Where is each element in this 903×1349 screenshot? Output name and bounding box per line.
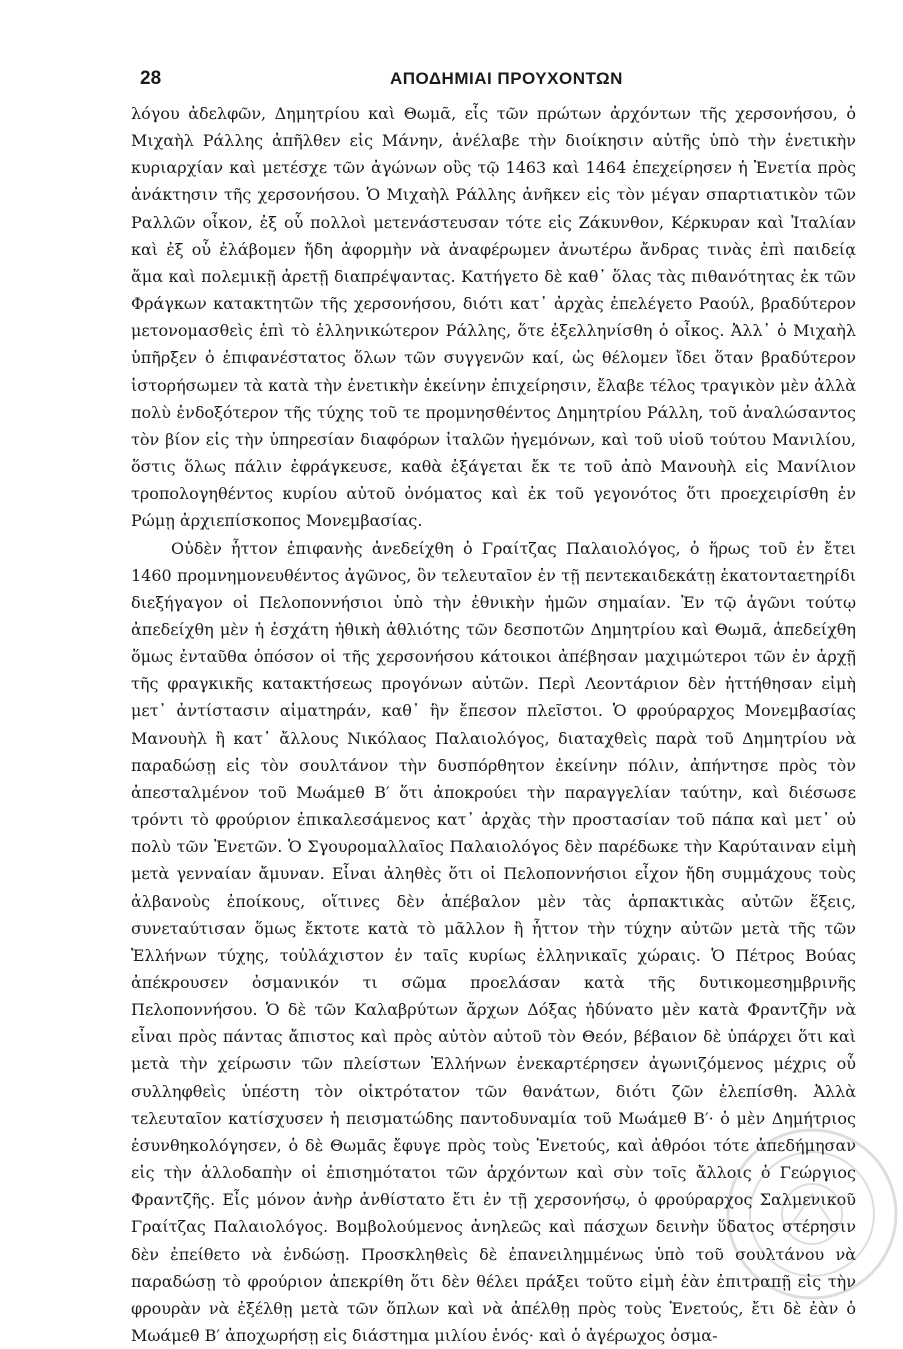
running-title: ΑΠΟΔΗΜΙΑΙ ΠΡΟΥΧΟΝΤΩΝ bbox=[390, 69, 623, 89]
page-header bbox=[140, 64, 845, 94]
page-number: 28 bbox=[140, 68, 161, 90]
paragraph-2: Οὐδὲν ἧττον ἐπιφανὴς ἀνεδείχθη ὁ Γραίτζας Παλαιολόγος, ὁ ἥρως τοῦ ἐν ἔτει 1460 προμνημονευθέντος ἀγῶνος, ὃν τελευταῖον ἐν τῇ πεντεκαιδεκάτῃ ἑκατονταετηρίδι διεξήγαγον οἱ Πελοποννήσιοι ὑπὸ τὴν ἐθνικὴν ἡμῶν σημαίαν. Ἐν τῷ ἀγῶνι τούτῳ ἀπεδείχθη μὲν ἡ ἐσχάτη ἠθικὴ ἀθλιότης τῶν δεσποτῶν Δημητρίου καὶ Θωμᾶ, ἀπεδείχθη ὅμως ἐνταῦθα ὁπόσον οἱ τῆς χερσονήσου κάτοικοι ἀπέβησαν μαχιμώτεροι τῶν ἐν ἀρχῇ τῆς φραγκικῆς κατακτήσεως προγόνων αὐτῶν. Περὶ Λεοντάριον δὲν ἡττήθησαν εἰμὴ μετ᾽ ἀντίστασιν αἱματηράν, καθ᾽ ἣν ἔπεσον πλεῖστοι. Ὁ φρούραρχος Μονεμβασίας Μανουὴλ ἢ κατ᾽ ἄλλους Νικόλαος Παλαιολόγος, διαταχθεὶς παρὰ τοῦ Δημητρίου νὰ παραδώσῃ εἰς τὸν σουλτάνον τὴν δυσπόρθητον ἐκείνην πόλιν, ἀπήντησε πρὸς τὸν ἀπεσταλμένον τοῦ Μωάμεθ Β′ ὅτι ἀποκρούει τὴν παραγγελίαν ταύτην, καὶ διέσωσε τρόντι τὸ φρούριον ἐπικαλεσάμενος κατ᾽ ἀρχὰς τὴν προστασίαν τοῦ πάπα καὶ μετ᾽ οὐ πολὺ τῶν Ἐνετῶν. Ὁ Σγουρομαλλαῖος Παλαιολόγος δὲν παρέδωκε τὴν Καρύταιναν εἰμὴ μετὰ γενναίαν ἄμυναν. Εἶναι ἀληθὲς ὅτι οἱ Πελοποννήσιοι εἶχον ἤδη συμμάχους τοὺς ἀλβανοὺς ἐποίκους, οἵτινες δὲν ἀπέβαλον μὲν τὰς ἁρπακτικὰς αὐτῶν ἕξεις, συνεταύτισαν ὅμως ἔκτοτε κατὰ τὸ μᾶλλον ἢ ἧττον τὴν τύχην αὐτῶν μετὰ τῆς τῶν Ἑλλήνων τύχης, τοὐλάχιστον ἐν ταῖς κυρίως ἑλληνικαῖς χώραις. Ὁ Πέτρος Βούας ἀπέκρουσεν ὀσμανικόν τι σῶμα προελάσαν κατὰ τῆς δυτικομεσημβρινῆς Πελοποννήσου. Ὁ δὲ τῶν Καλαβρύτων ἄρχων Δόξας ἠδύνατο μὲν κατὰ Φραντζῆν νὰ εἶναι πρὸς πάντας ἄπιστος καὶ πρὸς αὐτὸν αὐτοῦ τὸν Θεόν, βέβαιον δὲ ὑπάρχει ὅτι καὶ μετὰ τὴν χείρωσιν τῶν πλείστων Ἑλλήνων ἐνεκαρτέρησεν ἀγωνιζόμενος μέχρις οὗ συλληφθεὶς ὑπέστη τὸν οἰκτρότατον τῶν θανάτων, διότι ζῶν ἐλεπίσθη. Ἀλλὰ τελευταῖον κατίσχυσεν ἡ πεισματώδης παντοδυναμία τοῦ Μωάμεθ Β′· ὁ μὲν Δημήτριος ἐσυνθηκολόγησεν, ὁ δὲ Θωμᾶς ἔφυγε πρὸς τοὺς Ἐνετούς, καὶ ἀθρόοι τότε ἀπεδήμησαν εἰς τὴν ἀλλοδαπὴν οἱ ἐπισημότατοι τῶν ἀρχόντων καὶ σὺν τοῖς ἄλλοις ὁ Γεώργιος Φραντζῆς. Εἷς μόνον ἀνὴρ ἀνθίστατο ἔτι ἐν τῇ χερσονήσῳ, ὁ φρούραρχος Σαλμενικοῦ Γραίτζας Παλαιολόγος. Βομβολούμενος ἀνηλεῶς καὶ πάσχων δεινὴν ὕδατος στέρησιν δὲν ἐπείθετο νὰ ἐνδώσῃ. Προσκληθεὶς δὲ ἐπανειλημμένως ὑπὸ τοῦ σουλτάνου νὰ παραδώσῃ τὸ φρούριον ἀπεκρίθη ὅτι δὲν θέλει πράξει τοῦτο εἰμὴ ἐὰν ἐπιτραπῇ εἰς τὴν φρουρὰν νὰ ἐξέλθῃ μετὰ τῶν ὅπλων καὶ νὰ ἀπέλθῃ πρὸς τοὺς Ἐνετούς, ἔτι δὲ ἐὰν ὁ Μωάμεθ Β′ ἀποχωρήσῃ εἰς διάστημα μιλίου ἑνός· καὶ ὁ ἀγέρωχος ὀσμα- bbox=[131, 535, 856, 1349]
paragraph-1: λόγου ἀδελφῶν, Δημητρίου καὶ Θωμᾶ, εἷς τῶν πρώτων ἀρχόντων τῆς χερσονήσου, ὁ Μιχαὴλ Ράλλης ἀπῆλθεν εἰς Μάνην, ἀνέλαβε τὴν διοίκησιν αὐτῆς ὑπὸ τὴν ἐνετικὴν κυριαρχίαν καὶ μετέσχε τῶν ἀγώνων οὓς τῷ 1463 καὶ 1464 ἐπεχείρησεν ἡ Ἐνετία πρὸς ἀνάκτησιν τῆς χερσονήσου. Ὁ Μιχαὴλ Ράλλης ἀνῆκεν εἰς τὸν μέγαν σπαρτιατικὸν τῶν Ραλλῶν οἶκον, ἐξ οὗ πολλοὶ μετενάστευσαν τότε εἰς Ζάκυνθον, Κέρκυραν καὶ Ἰταλίαν καὶ ἐξ οὗ ἐλάβομεν ἤδη ἀφορμὴν νὰ ἀναφέρωμεν ἀνωτέρω ἄνδρας τινὰς ἐπὶ παιδείᾳ ἅμα καὶ πολεμικῇ ἀρετῇ διαπρέψαντας. Κατήγετο δὲ καθ᾽ ὅλας τὰς πιθανότητας ἐκ τῶν Φράγκων κατακτητῶν τῆς χερσονήσου, διότι κατ᾽ ἀρχὰς ἐπελέγετο Ραούλ, βραδύτερον μετονομασθεὶς ἐπὶ τὸ ἑλληνικώτερον Ράλλης, ὅτε ἐξελληνίσθη ὁ οἶκος. Ἀλλ᾽ ὁ Μιχαὴλ ὑπῆρξεν ὁ ἐπιφανέστατος ὅλων τῶν συγγενῶν καί, ὡς θέλομεν ἴδει ὅταν βραδύτερον ἱστορήσωμεν τὰ κατὰ τὴν ἐνετικὴν ἐκείνην ἐπιχείρησιν, ἔλαβε τέλος τραγικὸν μὲν ἀλλὰ πολὺ ἐνδοξότερον τῆς τύχης τοῦ τε προμνησθέντος Δημητρίου Ράλλη, τοῦ ἀναλώσαντος τὸν βίον εἰς τὴν ὑπηρεσίαν διαφόρων ἰταλῶν ἡγεμόνων, καὶ τοῦ υἱοῦ τούτου Μανιλίου, ὅστις ὅλως πάλιν ἐφράγκευσε, καθὰ ἐξάγεται ἔκ τε τοῦ ἀπὸ Μανουὴλ εἰς Μανίλιον τροπολογηθέντος κυρίου αὐτοῦ ὀνόματος καὶ ἐκ τοῦ γεγονότος ὅτι προεχειρίσθη ἐν Ρώμῃ ἀρχιεπίσκοπος Μονεμβασίας. bbox=[131, 100, 856, 535]
library-stamp-icon bbox=[722, 1124, 902, 1304]
